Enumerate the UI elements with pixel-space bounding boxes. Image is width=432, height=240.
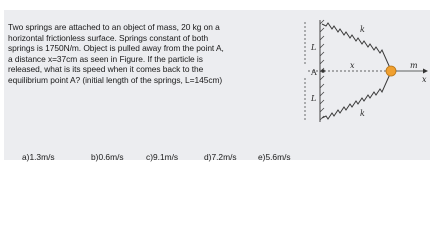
question-line: horizontal frictionless surface. Springs constant of both	[8, 32, 209, 43]
label-l-top: L	[311, 43, 317, 52]
mass-ball	[386, 66, 396, 76]
option-e[interactable]: e)5.6m/s	[258, 152, 291, 162]
label-k-top: k	[360, 25, 365, 34]
question-line: Two springs are attached to an object of mass, 20 kg on a	[8, 22, 220, 32]
question-text	[8, 22, 238, 86]
question-line: a distance x=37cm as seen in Figure. If the particle is	[8, 53, 203, 64]
spring-mass-figure	[250, 12, 430, 127]
x-axis-arrowhead	[423, 69, 428, 74]
option-b[interactable]: b)0.6m/s	[91, 152, 124, 162]
answer-options	[0, 152, 432, 168]
option-d[interactable]: d)7.2m/s	[204, 152, 237, 162]
label-k-bottom: k	[360, 109, 365, 118]
label-a: A	[311, 68, 317, 77]
question-line: equilibrium point A? (initial length of the springs, L=145cm)	[8, 74, 223, 85]
label-m: m	[410, 61, 418, 70]
figure-svg	[250, 12, 430, 127]
top-spring	[322, 23, 390, 68]
label-x-axis: x	[422, 75, 427, 84]
point-a-dot	[321, 69, 325, 73]
bottom-spring	[322, 74, 390, 119]
question-line: springs is 1750N/m. Object is pulled away from the point A,	[8, 43, 224, 54]
label-l-bottom: L	[311, 94, 317, 103]
label-x-mid: x	[350, 61, 355, 70]
option-c[interactable]: c)9.1m/s	[146, 152, 179, 162]
dimension-marks	[305, 22, 388, 120]
option-a[interactable]: a)1.3m/s	[22, 152, 55, 162]
question-line: released, what is its speed when it comes back to the	[8, 64, 204, 75]
